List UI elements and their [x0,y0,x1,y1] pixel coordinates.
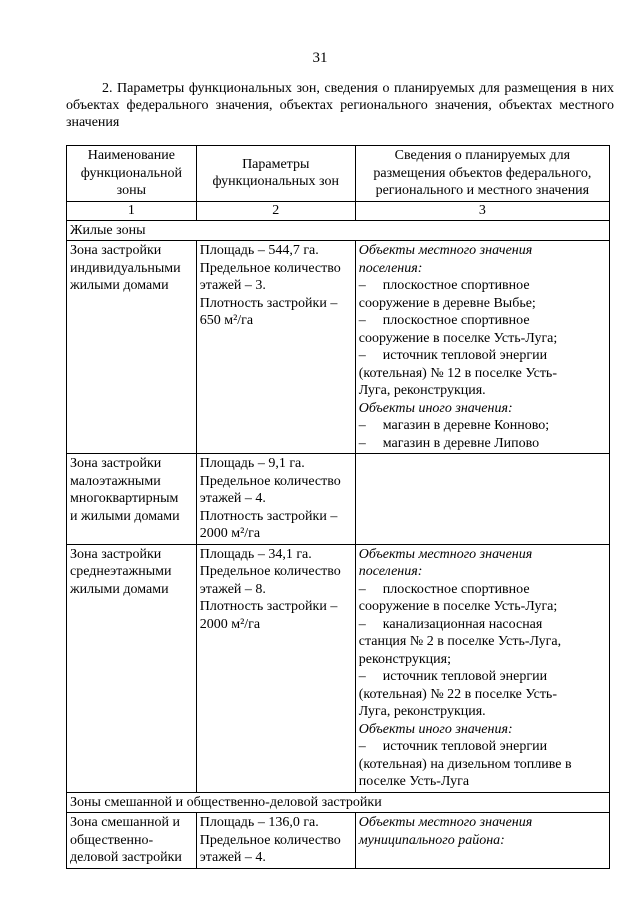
zone-name-line: индивидуальными [70,260,181,276]
zone-param-line: Предельное количество [199,564,341,579]
zone-name-cell [67,454,197,545]
planned-object-line: Объекты иного значения: [358,400,513,416]
planned-object-line: Объекты местного значения [358,243,533,258]
zone-param-line: Площадь – 544,7 га. [199,243,319,258]
planned-object-item: – плоскостное спортивное [359,277,606,295]
zone-name-cell [67,544,197,792]
planned-object-line: сооружение в деревне Выбье; [358,295,536,311]
zone-param-line: Предельное количество [199,260,341,276]
planned-object-line: сооружение в поселке Усть-Луга; [358,599,558,614]
table-header-row [67,146,610,202]
zone-name-line: общественно- [70,832,154,848]
planned-object-line: муниципального района: [358,832,505,848]
planned-object-line: (котельная) на дизельном топливе в [358,756,572,772]
table-row [67,544,610,792]
section-row [67,220,610,241]
zone-name-line: Зона смешанной и [70,815,180,830]
zone-name-line: жилыми домами [70,581,169,597]
planned-objects-cell [355,454,609,545]
table-row [67,241,610,454]
planned-object-line: поселке Усть-Луга [358,774,470,789]
planned-object-item: – плоскостное спортивное [359,581,606,599]
planned-object-item: – канализационная насосная [359,616,606,634]
planned-object-item: – источник тепловой энергии [359,668,606,686]
table-body [67,220,610,868]
planned-object-line: поселения: [358,564,423,579]
planned-object-line: станция № 2 в поселке Усть-Луга, [358,634,562,649]
zone-param-line: этажей – 4. [199,491,266,506]
zone-name-line: многоквартирным [70,491,179,506]
planned-object-line: Объекты иного значения: [358,721,513,737]
table-row [67,813,610,869]
planned-object-item: – плоскостное спортивное [359,312,606,330]
zone-param-line: этажей – 8. [199,581,266,597]
zone-param-line: 650 м²/га [199,313,254,328]
planned-object-line: сооружение в поселке Усть-Луга; [358,330,558,346]
zone-param-line: Площадь – 136,0 га. [199,815,319,830]
zone-param-line: 2000 м²/га [199,526,261,541]
zones-parameters-table [66,145,610,869]
section-heading [66,80,614,131]
zone-param-line: Предельное количество [199,473,341,489]
zone-param-line: этажей – 4. [199,850,266,865]
zone-name-line: среднеэтажными [70,564,172,579]
column-number: 3 [355,201,609,220]
zone-name-line: и жилыми домами [70,508,180,524]
planned-object-item: – магазин в деревне Конново; [359,417,606,435]
planned-object-line: (котельная) № 12 в поселке Усть- [358,365,557,381]
planned-objects-cell [355,544,609,792]
zone-param-line: Плотность застройки – [199,295,338,311]
zone-name-line: Зона застройки [70,546,162,562]
zone-params-cell [196,454,355,545]
zone-name-line: деловой застройки [70,850,182,865]
zone-param-line: Площадь – 9,1 га. [199,456,305,471]
table-row [67,454,610,545]
planned-object-line: Луга, реконструкция. [358,383,486,398]
zone-name-line: Зона застройки [70,456,162,471]
zone-name-line: жилыми домами [70,278,169,293]
header-zone-params: Параметры функциональных зон [196,146,355,202]
section-row [67,792,610,813]
planned-objects-cell [355,813,609,869]
intro-text: 2. Параметры функциональных зон, сведения о планируемых для размещения в них объектах федерального значения, объектах регионального значения, объектах местного значения [66,81,614,130]
page-number: 31 [312,50,328,66]
zone-param-line: Плотность застройки – [199,599,338,614]
planned-object-line: реконструкция; [358,651,451,667]
zone-params-cell [196,544,355,792]
zone-name-cell [67,813,197,869]
planned-object-item: – магазин в деревне Липово [359,435,606,453]
zone-param-line: Площадь – 34,1 га. [199,546,312,562]
planned-object-line: Объекты местного значения [358,546,533,562]
column-number: 1 [67,201,197,220]
zone-name-line: Зона застройки [70,243,162,258]
planned-object-line: Объекты местного значения [358,815,533,830]
zone-params-cell [196,813,355,869]
header-zone-name: Наименование функциональной зоны [67,146,197,202]
section-title: Зоны смешанной и общественно-деловой застройки [67,792,610,813]
planned-object-line: поселения: [358,260,423,276]
planned-object-item: – источник тепловой энергии [359,347,606,365]
zone-name-line: малоэтажными [70,473,161,489]
header-planned-objects: Сведения о планируемых для размещения объектов федерального, регионального и местного значения [355,146,609,202]
zone-param-line: 2000 м²/га [199,616,261,632]
zone-param-line: этажей – 3. [199,278,266,293]
zone-param-line: Плотность застройки – [199,508,338,524]
column-number: 2 [196,201,355,220]
planned-object-line: (котельная) № 22 в поселке Усть- [358,686,557,702]
planned-object-item: – источник тепловой энергии [359,738,606,756]
zone-params-cell [196,241,355,454]
planned-objects-cell [355,241,609,454]
zone-param-line: Предельное количество [199,832,341,848]
zone-name-cell [67,241,197,454]
planned-object-line: Луга, реконструкция. [358,704,486,719]
column-number-row [67,201,610,220]
section-title: Жилые зоны [67,220,610,241]
